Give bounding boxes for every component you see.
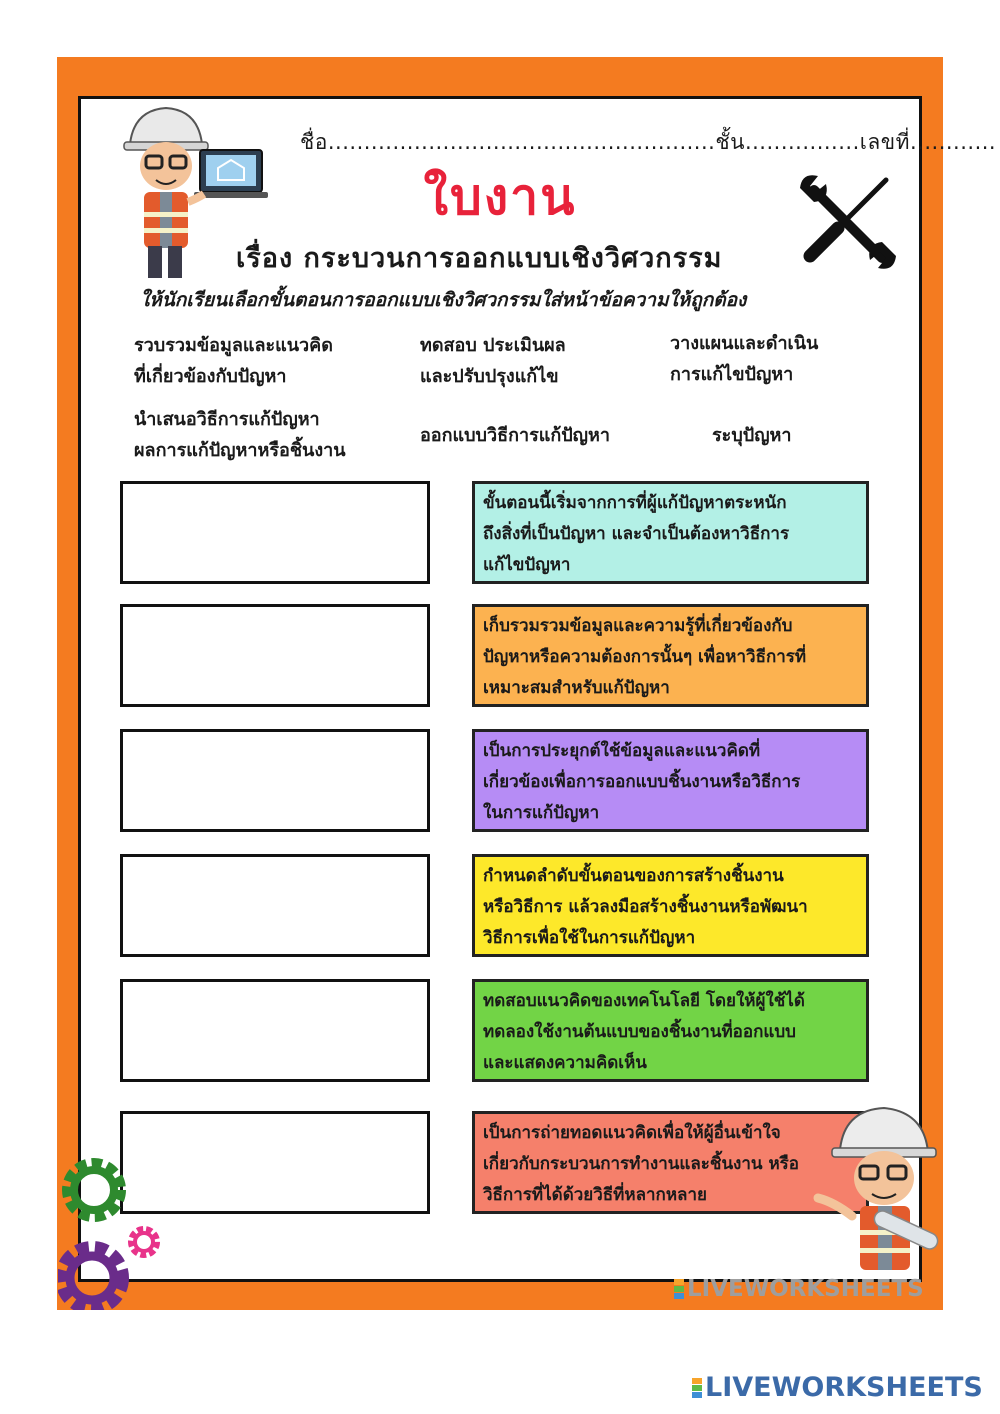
description-line: กำหนดลำดับขั้นตอนของการสร้างชิ้นงาน xyxy=(483,866,784,886)
description-line: หรือวิธีการ แล้วลงมือสร้างชิ้นงานหรือพัฒนา xyxy=(483,897,808,917)
description-line: และแสดงความคิดเห็น xyxy=(483,1053,647,1073)
logo-text: LIVEWORKSHEETS xyxy=(687,1276,924,1302)
description-line: เป็นการถ่ายทอดแนวคิดเพื่อให้ผู้อื่นเข้าใจ xyxy=(483,1123,781,1143)
instruction-text: ให้นักเรียนเลือกขั้นตอนการออกแบบเชิงวิศวกรรมใส่หน้าข้อความให้ถูกต้อง xyxy=(140,289,747,311)
option-line: การแก้ไขปัญหา xyxy=(670,364,794,385)
description-line: ถึงสิ่งที่เป็นปัญหา และจำเป็นต้องหาวิธีการ xyxy=(483,524,790,544)
description-line: เก็บรวมรวมข้อมูลและความรู้ที่เกี่ยวข้องกับ xyxy=(483,616,793,636)
description-line: เกี่ยวข้องเพื่อการออกแบบชิ้นงานหรือวิธีการ xyxy=(483,772,801,792)
option-line: วางแผนและดำเนิน xyxy=(670,333,819,354)
description-line: ทดสอบแนวคิดของเทคโนโลยี โดยให้ผู้ใช้ได้ xyxy=(483,991,805,1011)
description-line: แก้ไขปัญหา xyxy=(483,555,571,575)
answer-box-4[interactable] xyxy=(120,854,430,957)
option-item[interactable] xyxy=(420,420,610,451)
option-line: ทดสอบ ประเมินผล xyxy=(420,335,566,356)
description-box-4 xyxy=(472,854,869,957)
liveworksheets-mark-icon xyxy=(674,1279,684,1300)
description-box-5 xyxy=(472,979,869,1082)
description-box-1 xyxy=(472,481,869,584)
page-title: ใบงาน xyxy=(423,167,577,226)
engineer-with-blueprint-icon xyxy=(812,1106,944,1278)
option-item[interactable] xyxy=(134,404,346,466)
option-item[interactable] xyxy=(670,328,818,390)
description-line: ปัญหาหรือความต้องการนั้นๆ เพื่อหาวิธีการที่ xyxy=(483,647,807,667)
answer-box-5[interactable] xyxy=(120,979,430,1082)
description-line: เกี่ยวกับกระบวนการทำงานและชิ้นงาน หรือ xyxy=(483,1154,799,1174)
liveworksheets-mark-icon xyxy=(692,1378,702,1399)
option-item[interactable] xyxy=(712,420,792,451)
description-line: วิธีการเพื่อใช้ในการแก้ปัญหา xyxy=(483,928,696,948)
liveworksheets-logo-inner xyxy=(674,1276,924,1302)
option-line: และปรับปรุงแก้ไข xyxy=(420,366,559,387)
option-line: ออกแบบวิธีการแก้ปัญหา xyxy=(420,425,610,446)
description-line: เป็นการประยุกต์ใช้ข้อมูลและแนวคิดที่ xyxy=(483,741,761,761)
answer-box-3[interactable] xyxy=(120,729,430,832)
option-item[interactable] xyxy=(420,330,566,392)
description-box-3 xyxy=(472,729,869,832)
gear-icon xyxy=(58,1156,178,1310)
description-box-6 xyxy=(472,1111,869,1214)
page-subtitle: เรื่อง กระบวนการออกแบบเชิงวิศวกรรม xyxy=(236,243,723,274)
answer-box-2[interactable] xyxy=(120,604,430,707)
option-line: ผลการแก้ปัญหาหรือชิ้นงาน xyxy=(134,440,346,461)
option-item[interactable] xyxy=(134,330,333,392)
description-line: ในการแก้ปัญหา xyxy=(483,803,600,823)
description-line: วิธีการที่ได้ด้วยวิธีที่หลากหลาย xyxy=(483,1185,707,1205)
answer-box-1[interactable] xyxy=(120,481,430,584)
description-line: ทดลองใช้งานต้นแบบของชิ้นงานที่ออกแบบ xyxy=(483,1022,796,1042)
option-line: นำเสนอวิธีการแก้ปัญหา xyxy=(134,409,320,430)
description-box-2 xyxy=(472,604,869,707)
description-line: เหมาะสมสำหรับแก้ปัญหา xyxy=(483,678,670,698)
description-line: ขั้นตอนนี้เริ่มจากการที่ผู้แก้ปัญหาตระหนัก xyxy=(483,493,787,513)
option-line: รวบรวมข้อมูลและแนวคิด xyxy=(134,335,333,356)
student-info-line: ชื่อ......................................................ชั้น................เลขที่............ xyxy=(300,130,997,154)
option-line: ที่เกี่ยวข้องกับปัญหา xyxy=(134,366,287,387)
logo-text: LIVEWORKSHEETS xyxy=(705,1372,983,1403)
liveworksheets-logo-footer[interactable] xyxy=(692,1372,983,1403)
option-line: ระบุปัญหา xyxy=(712,425,792,446)
